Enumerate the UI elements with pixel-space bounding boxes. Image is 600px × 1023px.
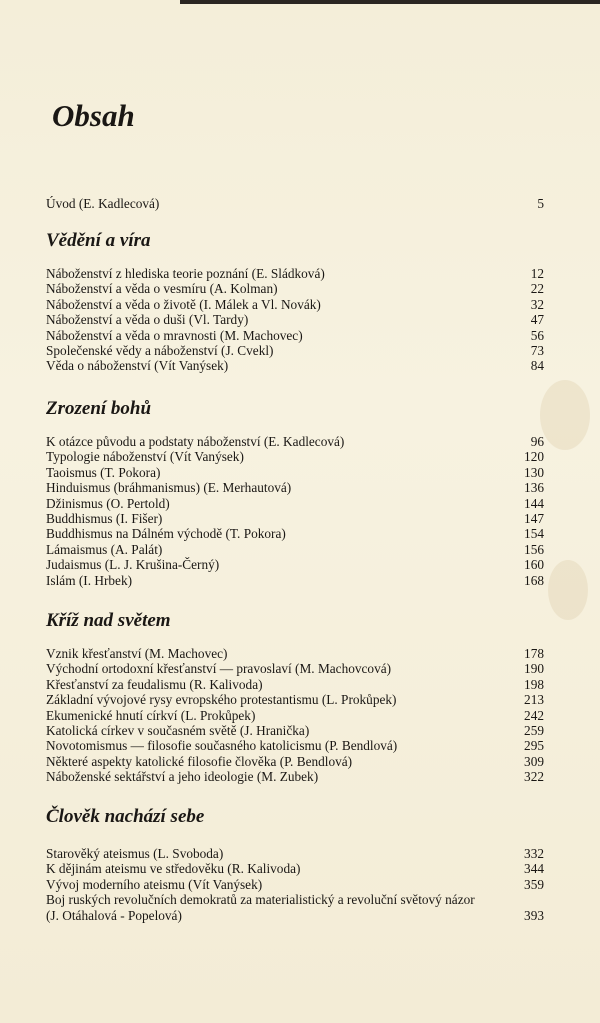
- toc-entry-page: 73: [530, 343, 544, 359]
- toc-entry-page: 154: [524, 526, 544, 542]
- toc-entry: [46, 769, 544, 784]
- toc-entry-title: Náboženství a věda o vesmíru (A. Kolman): [46, 281, 278, 297]
- toc-entry: [46, 343, 544, 358]
- page-top-edge: [180, 0, 600, 4]
- toc-entry-page: 295: [524, 738, 544, 754]
- toc-entry-title: Novotomismus — filosofie současného katolicismu (P. Bendlová): [46, 738, 398, 754]
- toc-entry-page: 322: [524, 769, 544, 785]
- toc-entry-title: Katolická církev v současném světě (J. Hranička): [46, 723, 310, 739]
- page-title: Obsah: [52, 98, 135, 133]
- toc-entry-title: Náboženské sektářství a jeho ideologie (M. Zubek): [46, 769, 319, 785]
- toc-entry-title: Buddhismus na Dálném východě (T. Pokora): [46, 526, 286, 542]
- toc-entry-page: 147: [524, 511, 544, 527]
- toc-entry-page: 22: [530, 281, 544, 297]
- toc-entry: [46, 358, 544, 373]
- section-title: Vědění a víra: [46, 230, 151, 251]
- toc-entry-title: K dějinám ateismu ve středověku (R. Kalivoda): [46, 861, 301, 877]
- toc-entry: [46, 692, 544, 707]
- toc-entry: [46, 511, 544, 526]
- toc-entry-page: 259: [524, 723, 544, 739]
- toc-entry-title: Lámaismus (A. Palát): [46, 541, 163, 557]
- toc-entry-title: Východní ortodoxní křesťanství — pravoslaví (M. Machovcová): [46, 661, 392, 677]
- toc-entry-page: 160: [524, 557, 544, 573]
- toc-entry-title: Náboženství a věda o životě (I. Málek a Vl. Novák): [46, 296, 321, 312]
- toc-entry: [46, 573, 544, 588]
- toc-entry-title: Buddhismus (I. Fišer): [46, 511, 163, 527]
- toc-entry-title: Ekumenické hnutí církví (L. Prokůpek): [46, 707, 256, 723]
- section-entries: [46, 646, 544, 785]
- toc-entry: [46, 892, 544, 923]
- toc-entry-page: 84: [530, 358, 544, 374]
- toc-entry-title: Islám (I. Hrbek): [46, 572, 133, 588]
- toc-entry: [46, 661, 544, 676]
- toc-entry: [46, 708, 544, 723]
- toc-entry: [46, 480, 544, 495]
- toc-entry: [46, 281, 544, 296]
- toc-entry-page: 32: [530, 296, 544, 312]
- toc-entry-title: Náboženství a věda o mravnosti (M. Machovec): [46, 327, 303, 343]
- section-title: Zrození bohů: [46, 398, 152, 419]
- toc-entry-title: Náboženství a věda o duši (Vl. Tardy): [46, 312, 249, 328]
- toc-entry: [46, 465, 544, 480]
- toc-entry: [46, 328, 544, 343]
- toc-entry: [46, 297, 544, 312]
- toc-entry-page: 213: [524, 692, 544, 708]
- toc-entry-page: 393: [524, 907, 544, 923]
- toc-entry-title: Náboženství z hlediska teorie poznání (E. Sládková): [46, 266, 325, 281]
- toc-entry: [46, 434, 544, 449]
- toc-entry: [46, 496, 544, 511]
- toc-entry-page: 309: [524, 753, 544, 769]
- toc-entry: [46, 312, 544, 327]
- toc-entry: [46, 542, 544, 557]
- toc-entry-page: 47: [530, 312, 544, 328]
- toc-entry-title: Vznik křesťanství (M. Machovec): [46, 646, 228, 661]
- toc-entry-page: 96: [530, 434, 544, 449]
- toc-entry-page: 168: [524, 572, 544, 588]
- toc-entry-page: 190: [524, 661, 544, 677]
- toc-entry-page: 242: [524, 707, 544, 723]
- toc-entry: [46, 266, 544, 281]
- section-entries: [46, 846, 544, 923]
- section-entries: [46, 434, 544, 588]
- toc-entry: [46, 846, 544, 861]
- toc-entry: [46, 754, 544, 769]
- toc-entry-page: 12: [530, 266, 544, 281]
- toc-entry: [46, 449, 544, 464]
- toc-entry-page: 359: [524, 876, 544, 892]
- toc-entry-title: Věda o náboženství (Vít Vanýsek): [46, 358, 229, 374]
- toc-entry: [46, 196, 544, 211]
- toc-entry-title: Boj ruských revolučních demokratů za materialistický a revoluční světový názor (J. Otáhalová - Popelová): [46, 892, 475, 923]
- toc-entry-title: Společenské vědy a náboženství (J. Cvekl): [46, 343, 274, 359]
- toc-entry-page: 136: [524, 480, 544, 496]
- toc-entry-page: 332: [524, 846, 544, 861]
- toc-entry-page: 120: [524, 449, 544, 465]
- toc-entry: [46, 877, 544, 892]
- toc-entry: [46, 526, 544, 541]
- toc-entry: [46, 557, 544, 572]
- toc-entry-title: Taoismus (T. Pokora): [46, 464, 161, 480]
- section-title: Kříž nad světem: [46, 610, 171, 631]
- toc-entry-page: 198: [524, 676, 544, 692]
- toc-entry-title: Úvod (E. Kadlecová): [46, 196, 160, 211]
- paper-stain: [540, 380, 590, 450]
- toc-entry: [46, 646, 544, 661]
- toc-entry-page: 130: [524, 464, 544, 480]
- toc-entry-page: 178: [524, 646, 544, 661]
- toc-entry: [46, 723, 544, 738]
- toc-entry-title: Džinismus (O. Pertold): [46, 495, 170, 511]
- toc-entry-title: Vývoj moderního ateismu (Vít Vanýsek): [46, 876, 263, 892]
- toc-entry-title: Křesťanství za feudalismu (R. Kalivoda): [46, 676, 263, 692]
- toc-entry-title: Některé aspekty katolické filosofie člověka (P. Bendlová): [46, 753, 353, 769]
- section-title: Člověk nachází sebe: [46, 806, 205, 827]
- toc-entry-title: K otázce původu a podstaty náboženství (E. Kadlecová): [46, 434, 345, 449]
- toc-entry-page: 56: [530, 327, 544, 343]
- paper-stain: [548, 560, 588, 620]
- toc-entry-page: 156: [524, 541, 544, 557]
- toc-entry: [46, 738, 544, 753]
- toc-entry-page: 144: [524, 495, 544, 511]
- toc-entry-title: Typologie náboženství (Vít Vanýsek): [46, 449, 244, 465]
- toc-entry-title: Starověký ateismus (L. Svoboda): [46, 846, 224, 861]
- toc-entry-title: Základní vývojové rysy evropského protestantismu (L. Prokůpek): [46, 692, 397, 708]
- toc-entry-page: 5: [537, 196, 544, 211]
- toc-entry-title: Judaismus (L. J. Krušina-Černý): [46, 557, 220, 573]
- toc-entry-page: 344: [524, 861, 544, 877]
- intro-entry: [46, 196, 544, 211]
- section-entries: [46, 266, 544, 374]
- toc-entry: [46, 677, 544, 692]
- toc-entry-title: Hinduismus (bráhmanismus) (E. Merhautová): [46, 480, 292, 496]
- toc-entry: [46, 861, 544, 876]
